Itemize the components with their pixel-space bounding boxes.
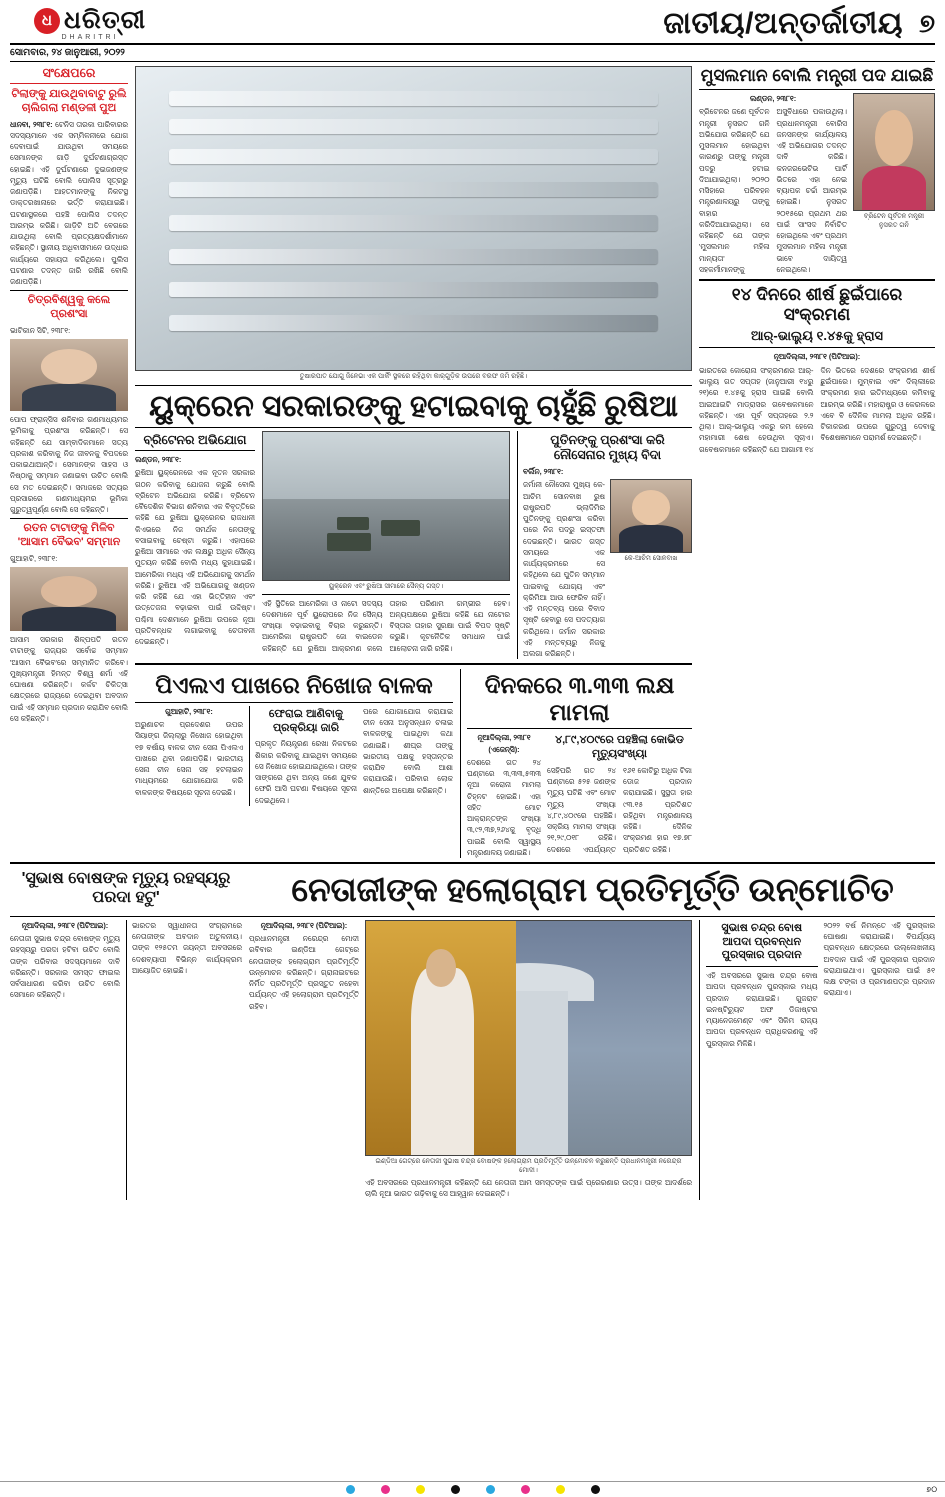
r-value-subheadline: ଆର୍-ଭାଲ୍ୟୁ ୧.୪୫କୁ ହ୍ରାସ xyxy=(750,328,884,344)
divider xyxy=(10,518,128,519)
main-content xyxy=(135,66,692,858)
page-body xyxy=(10,66,935,858)
ratan-tata-photo xyxy=(10,567,128,631)
newspaper-logo[interactable] xyxy=(10,6,170,41)
missing-boy-story[interactable] xyxy=(135,669,453,858)
britain-allegation-story[interactable] xyxy=(135,431,255,659)
divider xyxy=(135,663,692,665)
muslim-minister-headline: ମୁସଲମାନ ବୋଲି ମନ୍ତ୍ରୀ ପଦ ଯାଇଛି xyxy=(700,66,934,85)
covid-col-rest: ସେହିପରି ଗତ ୨୪ ଘଣ୍ଟାରେ ୫୨୫ ଜଣଙ୍କ ମୃତ୍ୟୁ ଘଟିଛି ଏବଂ ମୋଟ ମୃତ୍ୟୁ ସଂଖ୍ୟା ୪,୮୯,୪୦୯ରେ ପହଞ୍ଚିଛି। ସକ୍ରିୟ ମାମଲା ସଂଖ୍ୟା ୨୧,୨୯,୦୧୮ ରହିଛି। ଦେଶରେ ଏପର୍ଯ୍ୟନ୍ତ ୧୬୧ କୋଟିରୁ ଅଧିକ ଟିକା ଡୋଜ ପ୍ରଦାନ କରାଯାଇଛି। ସୁସ୍ଥତା ହାର ୯୩.୧୫ ପ୍ରତିଶତ ରହିଥିବା ମନ୍ତ୍ରଣାଳୟ କହିଛି। ଦୈନିକ ସଂକ୍ରମଣ ହାର ୧୭.୭୮ ପ୍ରତିଶତ ରହିଛି। xyxy=(547,765,692,854)
covid-credit: ନୂଆଦିଲ୍ଲୀ, ୨୩୮୧ (ଏଜେନ୍ସି): xyxy=(477,733,531,754)
netaji-section xyxy=(10,868,935,913)
netaji-quote-headline: 'ସୁଭାଷ ବୋଷଙ୍କ ମୃତ୍ୟୁ ରହସ୍ୟରୁ ପରଦା ହଟୁ' xyxy=(21,870,231,906)
award-headline: ସୁଭାଷ ଚନ୍ଦ୍ର ବୋଷ ଆପଦା ପ୍ରବନ୍ଧନ ପୁରସ୍କାର ପ୍ରଦାନ xyxy=(721,921,803,962)
covid-col-1: ଦେଶରେ ଗତ ୨୪ ଘଣ୍ଟାରେ ୩,୩୩,୫୩୩ ନୂଆ କରୋନା ମାମଲା ଚିହ୍ନଟ ହୋଇଛି। ଏହା ସହିତ ମୋଟ ଆକ୍ରାନ୍ତଙ୍କ ସଂଖ୍ୟା ୩,୯୨,୩୭,୨୬୪କୁ ବୃଦ୍ଧି ପାଇଛି ବୋଲି ସ୍ୱାସ୍ଥ୍ୟ ମନ୍ତ୍ରଣାଳୟ ଜଣାଇଛି। xyxy=(467,757,541,857)
netaji-hologram-photo xyxy=(365,920,692,1156)
brief-text: ଟେନିସ ତାରକା ପାରିବାରର ସଦସ୍ୟମାନେ ଏକ ସମ୍ମିଳନୀରେ ଯୋଗ ଦେବାପାଇଁ ଯାଉଥିବା ସମୟରେ ସେମାନଙ୍କ ଗାଡ଼ି ଦୁର୍ଘଟଣାଗ୍ରସ୍ତ ହୋଇଛି। ଏହି ଦୁର୍ଘଟଣାରେ ଦୁଇଜଣଙ୍କ ମୃତ୍ୟୁ ଘଟିଛି ବୋଲି ପୋଲିସ ସୂତ୍ରରୁ ଜଣାପଡ଼ିଛି। ଆହତମାନଙ୍କୁ ନିକଟସ୍ଥ ଡାକ୍ତରଖାନାରେ ଭର୍ତ୍ତି କରାଯାଇଛି। ଘଟଣାସ୍ଥଳରେ ପହଞ୍ଚି ପୋଲିସ ତଦନ୍ତ ଆରମ୍ଭ କରିଛି। ଗାଡ଼ିଟି ଅତି ବେଗରେ ଯାଉଥିଲା ବୋଲି ପ୍ରତ୍ୟକ୍ଷଦର୍ଶୀମାନେ କହିଛନ୍ତି। ସ୍ଥାନୀୟ ଅଧିବାସୀମାନେ ଉଦ୍ଧାର କାର୍ଯ୍ୟରେ ସହାୟତା କରିଥିଲେ। ପୁଲିସ ଘଟଣାର ତଦନ୍ତ ଜାରି ରଖିଛି ବୋଲି ଜଣାପଡ଼ିଛି। xyxy=(10,119,128,286)
pope-photo xyxy=(10,339,128,411)
divider xyxy=(10,290,128,291)
brief-body xyxy=(10,119,128,288)
covid-cases-story[interactable] xyxy=(460,669,692,858)
navy-photo-caption: କେ-ଆଚିମ ସୋନବାଖ xyxy=(624,555,678,563)
brief-credit: ଧାନବା, ୨୩୮୧: xyxy=(10,119,53,129)
masthead xyxy=(10,6,935,45)
tank-convoy-photo xyxy=(262,431,510,581)
color-dot xyxy=(416,1485,425,1494)
brief-credit: ଗୁଆହାଟି, ୨୩୮୧: xyxy=(10,553,58,563)
missing-boy-credit: ଗୁଆହାଟି, ୨୩୮୧: xyxy=(165,706,213,716)
logo-subtitle: DHARITRI xyxy=(61,34,119,41)
r-value-credit: ନୂଆଦିଲ୍ଲୀ, ୨୩୮୧ (ପିଟିଆଇ): xyxy=(773,351,861,361)
tank-story-body: ଏହି ସ୍ଥିତିରେ ଆମେରିକା ଓ ନାଟୋ ସଦସ୍ୟ ଦେଶମାନେ ପୂର୍ବ ୟୁରୋପରେ ନିଜ ସୈନ୍ୟ ସଂଖ୍ୟା ବଢ଼ାଇବାକୁ ବିଚାର କରୁଛନ୍ତି। ଆମେରିକା ରାଷ୍ଟ୍ରପତି ଜୋ ବାଇଡେନ କହିଛନ୍ତି ଯେ ରୁଷିଆ ଆକ୍ରମଣ କଲେ ତାହାର ପରିଣାମ ଗମ୍ଭୀର ହେବ। ଅନ୍ୟପକ୍ଷରେ ରୁଷିଆ କହିଛି ଯେ ନାଟୋର ବିସ୍ତାର ତାହାର ସୁରକ୍ଷା ପାଇଁ ବିପଦ ସୃଷ୍ଟି କରୁଛି। କୂଟନୈତିକ ସମାଧାନ ପାଇଁ ଆଲୋଚନା ଜାରି ରହିଛି। xyxy=(262,598,510,653)
color-dot xyxy=(591,1485,600,1494)
color-dot xyxy=(486,1485,495,1494)
main-headline: ୟୁକ୍ରେନ ସରକାରଙ୍କୁ ହଟାଇବାକୁ ଚାହୁଁଛି ରୁଷିଆ xyxy=(149,389,678,423)
r-value-body: ଭାରତରେ କୋରୋନା ସଂକ୍ରମଣର ଆର୍-ଭାଲ୍ୟୁ ଗତ ସପ୍ତାହ (ଜାନୁଆରୀ ୧୪ରୁ ୨୧)ରେ ୧.୪୫କୁ ହ୍ରାସ ପାଇଛି ବୋଲି ଆଇଆଇଟି ମାଡ୍ରାସର ଗବେଷକମାନେ କହିଛନ୍ତି। ଏହା ପୂର୍ବ ସପ୍ତାହରେ ୨.୨ ଥିଲା। ଆର୍-ଭାଲ୍ୟୁ ଏକରୁ କମ ହେଲେ ମହାମାରୀ ଶେଷ ହେଉଥିବା ସୂଚାଏ। ଗବେଷକମାନେ କହିଛନ୍ତି ଯେ ଆଗାମୀ ୧୪ ଦିନ ଭିତରେ ଦେଶରେ ସଂକ୍ରମଣ ଶୀର୍ଷ ଛୁଇଁପାରେ। ମୁମ୍ବାଇ ଏବଂ ଦିଲ୍ଲୀରେ ସଂକ୍ରମଣ ହାର ଇତିମଧ୍ୟରେ କମିବାକୁ ଆରମ୍ଭ କରିଛି। ମହାରାଷ୍ଟ୍ର ଓ କେରଳରେ ଏବେ ବି ଦୈନିକ ମାମଲା ଅଧିକ ରହିଛି। ଟିକାକରଣ ଉପରେ ଗୁରୁତ୍ୱ ଦେବାକୁ ବିଶେଷଜ୍ଞମାନେ ପରାମର୍ଶ ଦେଇଛନ୍ତି। xyxy=(699,365,935,454)
nusrat-ghani-photo xyxy=(853,93,935,211)
britain-headline: ବ୍ରିଟେନର ଅଭିଯୋଗ xyxy=(135,433,255,451)
netaji-col-2: ଭାରତର ସ୍ୱାଧୀନତା ସଂଗ୍ରାମରେ ନେତାଜୀଙ୍କ ଅବଦାନ ଅତୁଳନୀୟ। ତାଙ୍କ ୧୨୫ତମ ଜୟନ୍ତୀ ଅବସରରେ ଦେଶବ୍ୟାପୀ ବିଭିନ୍ନ କାର୍ଯ୍ୟକ୍ରମ ଆୟୋଜିତ ହୋଇଛି। xyxy=(132,920,242,975)
right-column xyxy=(699,66,935,858)
logo-mark-icon: ଧ xyxy=(34,8,60,34)
netaji-col-3: ପ୍ରଧାନମନ୍ତ୍ରୀ ନରେନ୍ଦ୍ର ମୋଦୀ ରବିବାର ଇଣ୍ଡିଆ ଗେଟ୍‌ରେ ନେତାଜୀଙ୍କ ହଲୋଗ୍ରାମ ପ୍ରତିମୂର୍ତ୍ତି ଉନ୍ମୋଚନ କରିଛନ୍ତି। ଗ୍ରାନାଇଟରେ ନିର୍ମିତ ପ୍ରତିମୂର୍ତ୍ତି ପ୍ରସ୍ତୁତ ନହେବା ପର୍ଯ୍ୟନ୍ତ ଏହି ହଲୋଗ୍ରାମ ପ୍ରତିମୂର୍ତ୍ତି ରହିବ। xyxy=(249,934,359,1011)
navy-chief-photo xyxy=(610,479,692,553)
color-dot xyxy=(346,1485,355,1494)
color-dot xyxy=(381,1485,390,1494)
lead-photo-caption: ତୁଷାରପାତ ଯୋଗୁ ଜିନେଭା ଏକ ପାର୍କିଂ ସ୍ଥଳରେ ରହିଥିବା କାର୍‌ଗୁଡ଼ିକ ଉପରେ ବରଫ ଜମି ରହିଛି। xyxy=(299,373,528,380)
second-band xyxy=(135,669,692,858)
navy-chief-story[interactable] xyxy=(517,431,692,659)
brief-text: ଆସାମ ସରକାର ଶିଳ୍ପପତି ରତନ ଟାଟାଙ୍କୁ ରାଜ୍ୟର ସର୍ବୋଚ୍ଚ ସମ୍ମାନ 'ଆସାମ ବୈଭବ'ରେ ସମ୍ମାନିତ କରିବେ। ମୁଖ୍ୟମନ୍ତ୍ରୀ ହିମନ୍ତ ବିଶ୍ୱ ଶର୍ମା ଏହି ଘୋଷଣା କରିଛନ୍ତି। କର୍କଟ ଚିକିତ୍ସା କ୍ଷେତ୍ରରେ ରାଜ୍ୟରେ ଦେଇଥିବା ଅବଦାନ ପାଇଁ ଏହି ସମ୍ମାନ ପ୍ରଦାନ କରାଯିବ ବୋଲି ସେ କହିଛନ୍ତି। xyxy=(10,635,128,723)
muslim-minister-credit: ଲଣ୍ଡନ, ୨୩୮୧: xyxy=(749,94,797,104)
divider xyxy=(10,862,935,864)
footer-page-number: ୭୦ xyxy=(926,1485,937,1494)
color-dot xyxy=(556,1485,565,1494)
netaji-photo-caption: ଇଣ୍ଡିଆ ଗେଟ୍‌ରେ ନେତାଜୀ ସୁଭାଷ ଚନ୍ଦ୍ର ବୋଷଙ୍କ ହଲୋଗ୍ରାମ ପ୍ରତିମୂର୍ତ୍ତି ଉନ୍ମୋଚନ କରୁଛନ୍ତି ପ୍ରଧାନମନ୍ତ୍ରୀ ନରେନ୍ଦ୍ର ମୋଦୀ। xyxy=(375,1157,682,1174)
brief-text: ପୋପ ଫ୍ରାନ୍ସିସ ଶନିବାର ଗଣମାଧ୍ୟମର ଭୂମିକାକୁ ପ୍ରଶଂସା କରିଛନ୍ତି। ସେ କହିଛନ୍ତି ଯେ ସାମ୍ବାଦିକମାନେ ସତ୍ୟ ପ୍ରକାଶ କରିବାକୁ ନିଜ ଜୀବନକୁ ବିପଦରେ ପକାଇଥାଆନ୍ତି। ସେମାନଙ୍କ ସାହସ ଓ ନିଷ୍ଠାକୁ ସମ୍ମାନ ଜଣାଇବା ଉଚିତ ବୋଲି ସେ ମତ ଦେଇଛନ୍ତି। ସମାଜରେ ସତ୍ୟର ପ୍ରସାରରେ ଗଣମାଧ୍ୟମର ଭୂମିକା ଗୁରୁତ୍ୱପୂର୍ଣ୍ଣ ବୋଲି ସେ କହିଛନ୍ତି। xyxy=(10,415,128,514)
brief-item[interactable] xyxy=(10,88,128,287)
color-dot xyxy=(521,1485,530,1494)
briefs-rail-title: ସଂକ୍ଷେପରେ xyxy=(10,66,128,84)
muslim-minister-body: ବ୍ରିଟେନର ଜଣେ ପୂର୍ବତନ ମନ୍ତ୍ରୀ ନୁସରତ ଗନି ଅଭିଯୋଗ କରିଛନ୍ତି ଯେ ମୁସଲମାନ ହୋଇଥିବା କାରଣରୁ ତାଙ୍କୁ ମନ୍ତ୍ରୀ ପଦରୁ ହଟାଇ ଦିଆଯାଇଥିଲା। ୨୦୨୦ ମସିହାରେ ପରିବହନ ମନ୍ତ୍ରଣାଳୟରୁ ତାଙ୍କୁ ବାହାର କରିଦିଆଯାଇଥିଲା। ସେ କହିଛନ୍ତି ଯେ ତାଙ୍କ 'ମୁସଲମାନ ମହିଳା ମାନ୍ୟତା' ସହକର୍ମୀମାନଙ୍କୁ ଅସୁବିଧାରେ ପକାଉଥିଲା। ପ୍ରଧାନମନ୍ତ୍ରୀ ବୋରିସ ଜନସନଙ୍କ କାର୍ଯ୍ୟାଳୟ ଏହି ଅଭିଯୋଗର ତଦନ୍ତ ଦାବି କରିଛି। କନଜରଭେଟିଭ ପାର୍ଟି ଭିତରେ ଏହା ନେଇ ବ୍ୟାପକ ଚର୍ଚ୍ଚା ଆରମ୍ଭ ହୋଇଛି। ନୁସରତ ୨୦୧୫ରେ ପ୍ରଥମ ଥର ପାଇଁ ସାଂସଦ ନିର୍ବାଚିତ ହୋଇଥିଲେ ଏବଂ ପ୍ରଥମ ମୁସଲମାନ ମହିଳା ମନ୍ତ୍ରୀ ଭାବେ ଦାୟିତ୍ୱ ନେଇଥିଲେ। xyxy=(699,107,847,274)
lead-photo-snow-carpark xyxy=(135,66,692,371)
logo-text: ଧରିତ୍ରୀ xyxy=(63,6,147,34)
brief-headline: ଚିତ୍ରବିଶ୍ୱକୁ କଲେ ପ୍ରଶଂସା xyxy=(27,294,111,320)
divider xyxy=(135,427,692,428)
nusrat-ghani-caption: ବ୍ରିଟେନ ପୂର୍ବତନ ମନ୍ତ୍ରୀ ନୁସରତ ଗନି xyxy=(863,213,925,229)
covid-headline: ଦିନକରେ ୩.୩୩ ଲକ୍ଷ ମାମଲା xyxy=(484,672,675,725)
brief-headline: ଟିଲାଙ୍କୁ ଯାଉଥିବାବାଟୁ ରୁଲି ଚାଲିଗଲା ମଣ୍ଡଳୀ ପୁଅ xyxy=(11,88,127,114)
navy-credit: ବର୍ଲିନ, ୨୩୮୧: xyxy=(523,467,564,477)
brief-credit: ଭାଟିକାନ ସିଟି, ୨୩୮୧: xyxy=(10,325,71,335)
ukraine-story-band xyxy=(135,431,692,659)
netaji-main-headline-block xyxy=(250,868,935,913)
brief-item[interactable] xyxy=(10,294,128,515)
netaji-col-6: ୨୦୨୨ ବର୍ଷ ନିମନ୍ତେ ଏହି ପୁରସ୍କାର ଘୋଷଣା କରାଯାଇଛି। ବିପର୍ଯ୍ୟୟ ପ୍ରବନ୍ଧନ କ୍ଷେତ୍ରରେ ଉଲ୍ଲେଖନୀୟ ଅବଦାନ ପାଇଁ ଏହି ପୁରସ୍କାର ପ୍ରଦାନ କରାଯାଇଥାଏ। ପୁରସ୍କାର ପାଇଁ ୫୧ ଲକ୍ଷ ଟଙ୍କା ଓ ପ୍ରମାଣପତ୍ର ପ୍ରଦାନ କରାଯାଏ। xyxy=(823,920,935,998)
r-value-headline: ୧୪ ଦିନରେ ଶୀର୍ଷ ଛୁଇଁପାରେ ସଂକ୍ରମଣ xyxy=(731,285,903,325)
tank-photo-caption: ୟୁକ୍ରେନ ଏବଂ ରୁଷିଆ ସୀମାରେ ସୈନ୍ୟ ଗସ୍ତ। xyxy=(262,581,510,595)
missing-boy-col-3: ପରେ ଯୋଗାଯୋଗ କରାଯାଇ ଚୀନ ସେନା ଅନୁସନ୍ଧାନ ଚଳାଇ ବାଳକଙ୍କୁ ପାଇଥିବା କଥା ଜଣାଇଛି। ଶୀଘ୍ର ତାଙ୍କୁ ଭାରତୀୟ ପକ୍ଷକୁ ହସ୍ତାନ୍ତର କରାଯିବ ବୋଲି ଆଶା କରାଯାଉଛି। ପରିବାର ଲୋକ ଶାନ୍ତିରେ ଅପେକ୍ଷା କରିଛନ୍ତି। xyxy=(363,706,453,795)
missing-boy-col-2: ପ୍ରକୃତ ନିୟନ୍ତ୍ରଣ ରେଖା ନିକଟରେ ଶିକାର କରିବାକୁ ଯାଇଥିବା ସମୟରେ ସେ ନିଖୋଜ ହୋଇଯାଇଥିଲେ। ତାଙ୍କ ସାଙ୍ଗରେ ଥିବା ଅନ୍ୟ ଜଣେ ଯୁବକ ଫେରି ଆସି ଘଟଣା ବିଷୟରେ ସୂଚନା ଦେଇଥିଲେ। xyxy=(255,739,357,805)
color-dot xyxy=(451,1485,460,1494)
navy-headline: ପୁତିନଙ୍କୁ ପ୍ରଶଂସା କରି ନୌସେନାର ମୁଖ୍ୟ ବିଦା xyxy=(550,433,665,463)
netaji-col-1: ନେତାଜୀ ସୁଭାଷ ଚନ୍ଦ୍ର ବୋଷଙ୍କ ମୃତ୍ୟୁ ରହସ୍ୟରୁ ପରଦା ହଟିବା ଉଚିତ ବୋଲି ତାଙ୍କ ପରିବାର ସଦସ୍ୟମାନେ ଦାବି କରିଛନ୍ତି। ସରକାର ସମସ୍ତ ଫାଇଲ ସର୍ବସାଧାରଣ କରିବା ଉଚିତ ବୋଲି ସେମାନେ କହିଛନ୍ତି। xyxy=(10,934,120,1000)
missing-boy-subheadline: ଫେରାଇ ଆଣିବାକୁ ପ୍ରକ୍ରିୟା ଜାରି xyxy=(268,707,344,734)
netaji-quote-block[interactable] xyxy=(10,868,242,911)
dateline: ସୋମବାର, ୨୪ ଜାନୁଆରୀ, ୨୦୨୨ xyxy=(10,45,935,62)
covid-subheadline: ୪,୮୯,୪୦୯ରେ ପହଞ୍ଚିଲା କୋଭିଡ ମୃତ୍ୟୁସଂଖ୍ୟା xyxy=(555,734,684,761)
britain-credit: ଲଣ୍ଡନ, ୨୩୮୧: xyxy=(135,455,182,465)
netaji-body-band xyxy=(10,920,935,1200)
netaji-col-4: ଏହି ଅବସରରେ ପ୍ରଧାନମନ୍ତ୍ରୀ କହିଛନ୍ତି ଯେ ନେତାଜୀ ଆମ ସମସ୍ତଙ୍କ ପାଇଁ ପ୍ରେରଣାର ଉତ୍ସ। ତାଙ୍କ ଆଦର୍ଶରେ ଚାଲି ନୂଆ ଭାରତ ଗଢ଼ିବାକୁ ସେ ଆହ୍ୱାନ ଦେଇଛନ୍ତି। xyxy=(365,1178,692,1199)
tank-photo-story xyxy=(262,431,510,659)
footer-color-bar xyxy=(0,1481,945,1497)
netaji-col-5: ଏହି ଅବସରରେ ସୁଭାଷ ଚନ୍ଦ୍ର ବୋଷ ଆପଦା ପ୍ରବନ୍ଧନ ପୁରସ୍କାର ମଧ୍ୟ ପ୍ରଦାନ କରାଯାଇଛି। ଗୁଜରାଟ ଇନଷ୍ଟିଚ୍ୟୁଟ ଅଫ ଡିଜାଷ୍ଟର ମ୍ୟାନେଜମେଣ୍ଟ ଏବଂ ସିକିମ ରାଜ୍ୟ ଆପଦା ପ୍ରବନ୍ଧନ ପ୍ରାଧିକରଣକୁ ଏହି ପୁରସ୍କାର ମିଳିଛି। xyxy=(706,971,818,1048)
brief-item[interactable] xyxy=(10,522,128,724)
missing-boy-col-1: ଅରୁଣାଚଳ ପ୍ରଦେଶର ଉପର ସିୟାଙ୍ଗ ଜିଲ୍ଲାରୁ ନିଖୋଜ ହୋଇଥିବା ୧୭ ବର୍ଷୀୟ ବାଳକ ଚୀନ ସେନା ପିଏଲଏ ପାଖରେ ଥିବା ଜଣାପଡ଼ିଛି। ଭାରତୀୟ ସେନା ଚୀନ ସେନା ସହ ହଟଲାଇନ ମାଧ୍ୟମରେ ଯୋଗାଯୋଗ କରି ବାଳକଙ୍କ ବିଷୟରେ ସୂଚନା ଦେଇଛି। xyxy=(135,720,243,797)
netaji-main-headline: ନେତାଜୀଙ୍କ ହଲୋଗ୍ରାମ ପ୍ରତିମୂର୍ତ୍ତି ଉନ୍ମୋଚିତ xyxy=(291,871,894,909)
navy-body-left: ଜର୍ମାନୀ ନୌସେନା ମୁଖ୍ୟ କେ-ଆଚିମ ସୋନବାଖ ରୁଷ ରାଷ୍ଟ୍ରପତି ଭ୍ଲାଦିମିର ପୁତିନଙ୍କୁ ପ୍ରଶଂସା କରିବା ପରେ ନିଜ ପଦରୁ ଇସ୍ତଫା ଦେଇଛନ୍ତି। ଭାରତ ଗସ୍ତ ସମୟରେ ଏକ କାର୍ଯ୍ୟକ୍ରମରେ ସେ କହିଥିଲେ ଯେ ପୁତିନ ସମ୍ମାନ ପାଇବାକୁ ଯୋଗ୍ୟ ଏବଂ କ୍ରିମିଆ ଆଉ ଫେରିବ ନାହିଁ। ଏହି ମନ୍ତବ୍ୟ ପରେ ବିବାଦ ସୃଷ୍ଟି ହେବାରୁ ସେ ପଦତ୍ୟାଗ କରିଥିଲେ। ଜର୍ମାନ ସରକାର ଏହି ମନ୍ତବ୍ୟରୁ ନିଜକୁ ଅଲଗା କରିଛନ୍ତି। xyxy=(523,480,605,659)
netaji-credit: ନୂଆଦିଲ୍ଲୀ, ୨୩୮୧ (ପିଟିଆଇ): xyxy=(260,920,348,930)
section-title: ଜାତୀୟ/ଅନ୍ତର୍ଜାତୀୟ xyxy=(663,6,903,40)
netaji-quote-credit: ନୂଆଦିଲ୍ଲୀ, ୨୩୮୧ (ପିଟିଆଇ): xyxy=(21,920,109,930)
briefs-rail xyxy=(10,66,128,858)
brief-headline: ରତନ ଟାଟାଙ୍କୁ ମିଳିବ 'ଆସାମ ବୈଭବ' ସମ୍ମାନ xyxy=(17,522,121,548)
page-number: ୭ xyxy=(919,7,935,38)
britain-body: ରୁଷିଆ ୟୁକ୍ରେନରେ ଏକ ନୂତନ ସରକାର ଗଠନ କରିବାକୁ ଯୋଜନା କରୁଛି ବୋଲି ବ୍ରିଟେନ ଅଭିଯୋଗ କରିଛି। ବ୍ରିଟେନ ବୈଦେଶିକ ବିଭାଗ ଶନିବାର ଏକ ବିବୃତ୍ତିରେ କହିଛି ଯେ ରୁଷିଆ ୟୁକ୍ରେନର ରାଜଧାନୀ କିଏଭରେ ନିଜ ସମର୍ଥକ ନେତାଙ୍କୁ ବସାଇବାକୁ ଚେଷ୍ଟା କରୁଛି। ଏହାପରେ ରୁଷିଆ ସୀମାରେ ଏକ ଲକ୍ଷରୁ ଅଧିକ ସୈନ୍ୟ ମୁତୟନ କରିଛି ବୋଲି ମଧ୍ୟ କୁହାଯାଇଛି। ଆମେରିକା ମଧ୍ୟ ଏହି ଅଭିଯୋଗକୁ ସମର୍ଥନ କରିଛି। ରୁଷିଆ ଏହି ଅଭିଯୋଗକୁ ଖଣ୍ଡନ କରି କହିଛି ଯେ ଏହା ଭିତ୍ତିହୀନ ଏବଂ ଉତ୍ତେଜନା ବଢ଼ାଇବା ପାଇଁ ଉଦ୍ଦିଷ୍ଟ। ପଶ୍ଚିମା ଦେଶମାନେ ରୁଷିଆ ଉପରେ ନୂଆ ପ୍ରତିବନ୍ଧକ ଲଗାଇବାକୁ ଚେତାବନୀ ଦେଇଛନ୍ତି। xyxy=(135,468,255,647)
missing-boy-headline: ପିଏଲଏ ପାଖରେ ନିଖୋଜ ବାଳକ xyxy=(155,672,433,699)
divider xyxy=(135,385,692,386)
